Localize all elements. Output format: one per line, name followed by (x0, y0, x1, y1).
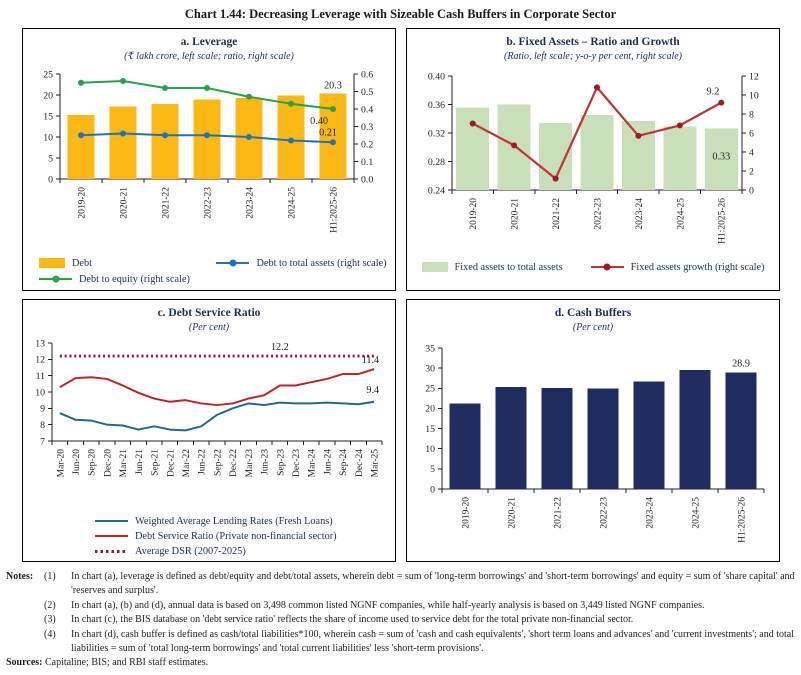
svg-text:0.4: 0.4 (361, 103, 374, 115)
chart-a-canvas (24, 62, 394, 254)
marker-debt-to-total-assets (162, 132, 168, 138)
data-label: 20.3 (324, 80, 342, 92)
x-label: Dec-20 (103, 448, 114, 477)
marker-debt-to-total-assets (78, 132, 84, 138)
data-label: 0.21 (319, 126, 337, 138)
note-number: (1) (44, 571, 56, 582)
note-text: In chart (c), the BIS database on 'debt service ratio' reflects the share of income used to service debt for the total private non-financial sector. (71, 614, 634, 626)
sources-label: Sources: (6, 657, 43, 669)
line-walr (60, 401, 374, 430)
svg-text:0.0: 0.0 (361, 173, 374, 185)
note-item (6, 599, 795, 613)
x-label: Sep-23 (276, 448, 287, 476)
chart-b-subtitle: (Ratio, left scale; y-o-y per cent, right scale) (504, 50, 682, 62)
svg-text:5: 5 (430, 463, 435, 475)
marker-debt-to-equity (78, 79, 84, 85)
x-label: Jun-20 (71, 448, 82, 475)
x-label: 2023-24 (245, 186, 256, 219)
x-label: Sep-24 (339, 448, 350, 476)
svg-text:8: 8 (749, 108, 754, 120)
legend-label: Debt Service Ratio (Private non-financial sector) (135, 530, 337, 542)
marker-fixed-assets-growth (718, 99, 724, 105)
bar-2019-20 (68, 115, 95, 179)
legend-swatch-debt-to-equity (39, 278, 72, 281)
bar-2024-25 (680, 370, 711, 489)
legend-item (95, 530, 395, 543)
x-label: 2020-21 (510, 197, 521, 230)
data-label: 9.2 (706, 86, 720, 98)
x-label: Dec-22 (229, 448, 240, 477)
legend-c (23, 513, 395, 558)
svg-text:6: 6 (749, 127, 754, 139)
x-label: Mar-22 (181, 448, 192, 477)
chart-a-subtitle: (₹ lakh crore, left scale; ratio, right scale) (124, 50, 294, 62)
chart-c-canvas (24, 333, 394, 513)
legend-swatch-debt (39, 258, 65, 268)
legend-item (95, 515, 395, 528)
marker-fixed-assets-growth (594, 84, 600, 90)
legend-b (407, 258, 779, 274)
x-label: Mar-25 (370, 448, 381, 477)
legend-label: Debt to total assets (right scale) (256, 257, 387, 269)
x-label: 2023-24 (634, 197, 645, 230)
marker-debt-to-equity (162, 85, 168, 91)
panel-b-fixed-assets (406, 28, 780, 291)
x-label: 2021-22 (551, 197, 562, 230)
note-number: (4) (44, 628, 56, 640)
bar-H1:2025-26 (726, 372, 757, 488)
svg-text:11: 11 (35, 370, 45, 382)
marker-debt-to-total-assets (246, 134, 252, 140)
data-label: 0.40 (310, 115, 328, 127)
bar-2022-23 (194, 99, 221, 178)
svg-text:0: 0 (749, 184, 754, 196)
x-label: Dec-23 (291, 448, 302, 477)
marker-debt-to-total-assets (204, 132, 210, 138)
bar-2020-21 (110, 106, 137, 179)
x-label: Sep-21 (150, 448, 161, 476)
marker-fixed-assets-growth (470, 120, 476, 126)
chart-b-canvas (408, 62, 778, 258)
note-text: In chart (a), (b) and (d), annual data is based on 3,498 common listed NGNF companies, while half-yearly analysis is based on 3,449 listed NGNF companies. (71, 599, 705, 611)
x-label: 2024-25 (287, 186, 298, 219)
x-label: Mar-23 (244, 448, 255, 477)
svg-text:0.5: 0.5 (361, 86, 374, 98)
legend-label: Fixed assets to total assets (454, 261, 563, 273)
marker-fixed-assets-growth (553, 175, 559, 181)
data-label: 11.4 (361, 354, 380, 366)
svg-text:15: 15 (425, 423, 435, 435)
bar-2021-22 (542, 388, 573, 489)
bar-2020-21 (496, 387, 527, 489)
svg-text:0: 0 (430, 483, 435, 495)
svg-text:0.36: 0.36 (427, 99, 445, 111)
bar-2022-23 (588, 388, 619, 488)
x-label: 2021-22 (161, 186, 172, 219)
chart-d-subtitle: (Per cent) (572, 321, 614, 333)
marker-debt-to-total-assets (330, 139, 336, 145)
data-label: 9.4 (366, 384, 380, 396)
x-label: Jun-21 (134, 448, 145, 475)
svg-text:10: 10 (749, 89, 759, 101)
svg-text:0.2: 0.2 (361, 138, 374, 150)
chart-c-subtitle: (Per cent) (188, 321, 230, 333)
x-label: 2020-21 (507, 496, 518, 529)
x-label: Jun-22 (197, 448, 208, 475)
bar-2021-22 (152, 104, 179, 179)
bar-2023-24 (622, 121, 655, 190)
chart-d-canvas (408, 333, 778, 548)
legend-item (422, 261, 563, 274)
legend-swatch-fixed-assets-ratio (422, 262, 448, 272)
x-label: Sep-20 (87, 448, 98, 476)
svg-text:20: 20 (425, 403, 435, 415)
legend-swatch-debt-to-total-assets (216, 262, 249, 265)
x-label: Dec-24 (354, 448, 365, 477)
bar-2019-20 (456, 107, 489, 190)
panel-c-debt-service-ratio (22, 299, 396, 562)
x-label: Sep-22 (213, 448, 224, 476)
chart-a-title: a. Leverage (180, 36, 238, 48)
x-label: Mar-21 (119, 448, 130, 477)
marker-fixed-assets-growth (635, 132, 641, 138)
legend-a (23, 254, 395, 286)
svg-text:4: 4 (749, 146, 754, 158)
chart-b-title: b. Fixed Assets – Ratio and Growth (506, 36, 680, 48)
svg-text:30: 30 (425, 363, 435, 375)
legend-label: Average DSR (2007-2025) (135, 545, 246, 557)
svg-text:13: 13 (35, 337, 45, 349)
marker-debt-to-equity (120, 78, 126, 84)
sources-line (6, 656, 795, 670)
marker-debt-to-equity (246, 93, 252, 99)
svg-text:25: 25 (425, 383, 435, 395)
legend-swatch-dsr (95, 535, 128, 538)
marker-debt-to-equity (204, 85, 210, 91)
x-label: 2020-21 (119, 186, 130, 219)
line-dsr (60, 369, 374, 405)
notes-section (6, 570, 795, 671)
bar-2019-20 (450, 403, 481, 488)
note-text: In chart (a), leverage is defined as debt/equity and debt/total assets, wherein debt = sum of 'long-term borrowings' and 'short-term borrowings' and equity = sum of 'share capital' and 'reserves and surplus'. (71, 571, 795, 597)
x-label: 2019-20 (469, 197, 480, 230)
svg-text:0.40: 0.40 (427, 70, 445, 82)
note-number: (2) (44, 599, 56, 611)
x-label: Dec-21 (166, 448, 177, 477)
svg-text:12: 12 (749, 70, 759, 82)
legend-swatch-avg-dsr (95, 550, 128, 553)
panel-a-leverage (22, 28, 396, 291)
svg-text:2: 2 (749, 165, 754, 177)
panel-d-cash-buffers (406, 299, 780, 562)
legend-label: Weighted Average Lending Rates (Fresh Loans) (135, 515, 333, 527)
svg-text:0.28: 0.28 (427, 156, 445, 168)
x-label: 2024-25 (676, 197, 687, 230)
marker-debt-to-total-assets (288, 137, 294, 143)
svg-text:10: 10 (43, 131, 53, 143)
svg-text:35: 35 (425, 342, 435, 354)
svg-text:0: 0 (48, 173, 53, 185)
x-label: 2019-20 (461, 496, 472, 529)
svg-text:12: 12 (35, 354, 45, 366)
legend-swatch-fixed-assets-growth (591, 266, 624, 269)
bar-2023-24 (634, 381, 665, 489)
marker-fixed-assets-growth (677, 122, 683, 128)
note-number: (3) (44, 614, 56, 626)
x-label: Mar-24 (307, 448, 318, 477)
data-label: 0.33 (712, 151, 731, 163)
svg-text:10: 10 (35, 386, 45, 398)
sources-text: Capitaline; BIS; and RBI staff estimates. (44, 657, 209, 669)
bar-2024-25 (663, 126, 696, 189)
note-item (6, 570, 795, 599)
svg-text:25: 25 (43, 68, 53, 80)
legend-item (39, 257, 216, 270)
svg-text:7: 7 (40, 435, 45, 447)
notes-label: Notes: (6, 571, 34, 582)
note-item (6, 628, 795, 657)
x-label: H1:2025-26 (737, 496, 748, 543)
x-label: 2021-22 (553, 496, 564, 529)
svg-text:9: 9 (40, 403, 45, 415)
data-label: 28.9 (732, 358, 750, 370)
x-label: H1:2025-26 (329, 186, 340, 233)
x-label: 2023-24 (645, 496, 656, 529)
x-label: Jun-24 (323, 448, 334, 475)
x-label: 2022-23 (599, 496, 610, 529)
bar-2022-23 (581, 115, 614, 190)
svg-text:5: 5 (48, 152, 53, 164)
chart-c-title: c. Debt Service Ratio (157, 307, 261, 319)
x-label: H1:2025-26 (717, 197, 728, 244)
x-label: 2019-20 (77, 186, 88, 219)
legend-label: Fixed assets growth (right scale) (630, 261, 765, 273)
legend-item (39, 273, 387, 286)
svg-text:8: 8 (40, 419, 45, 431)
note-text: In chart (d), cash buffer is defined as cash/total liabilities*100, wherein cash = sum of 'cash and cash equivalents', 'short term loans and advances' and 'current investments'; and total liabilities = sum of 'total long-term borrowings' and 'total current liabilities' less 'short-term provisions'. (71, 628, 794, 654)
legend-label: Debt (72, 257, 93, 269)
svg-text:0.3: 0.3 (361, 121, 374, 133)
svg-text:0.24: 0.24 (427, 184, 445, 196)
svg-text:20: 20 (43, 89, 53, 101)
marker-debt-to-equity (330, 106, 336, 112)
x-label: Mar-20 (56, 448, 67, 477)
note-item (6, 613, 795, 627)
svg-text:0.6: 0.6 (361, 68, 374, 80)
svg-text:0.1: 0.1 (361, 156, 374, 168)
svg-text:15: 15 (43, 110, 53, 122)
bar-2024-25 (278, 95, 305, 179)
legend-item (95, 545, 395, 558)
svg-text:0.32: 0.32 (427, 127, 445, 139)
page-title: Chart 1.44: Decreasing Leverage with Sizeable Cash Buffers in Corporate Sector (184, 7, 617, 21)
x-label: 2024-25 (691, 496, 702, 529)
svg-text:10: 10 (425, 443, 435, 455)
data-label: 12.2 (270, 341, 289, 353)
legend-swatch-walr (95, 520, 128, 523)
legend-item (216, 257, 387, 270)
marker-debt-to-total-assets (120, 130, 126, 136)
x-label: 2022-23 (593, 197, 604, 230)
legend-item (591, 261, 765, 274)
x-label: Jun-23 (260, 448, 271, 475)
chart-d-title: d. Cash Buffers (554, 307, 632, 319)
marker-fixed-assets-growth (511, 142, 517, 148)
legend-label: Debt to equity (right scale) (79, 273, 190, 285)
x-label: 2022-23 (203, 186, 214, 219)
marker-debt-to-equity (288, 100, 294, 106)
